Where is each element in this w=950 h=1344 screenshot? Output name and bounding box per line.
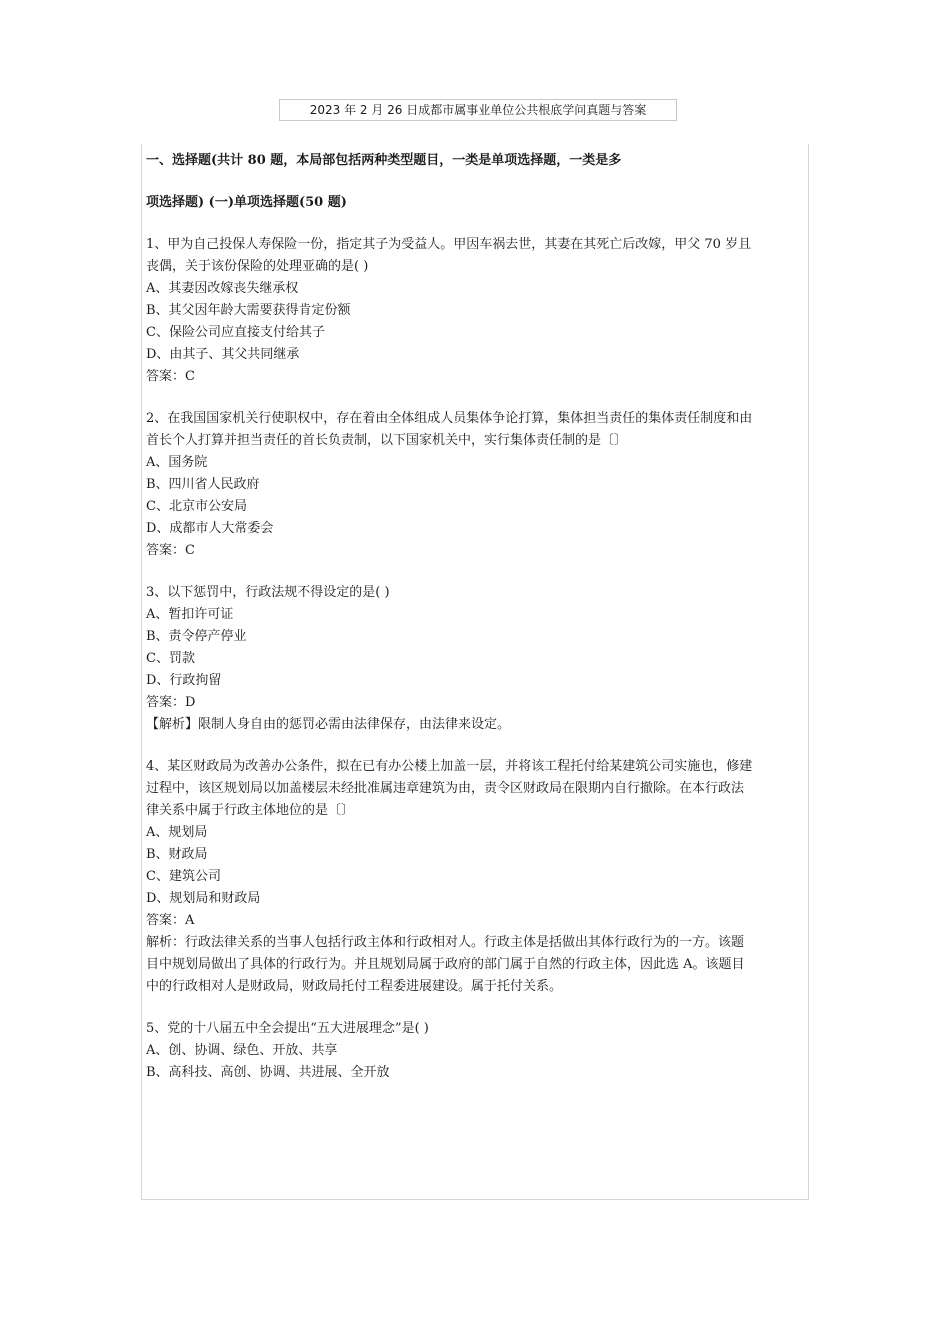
- option-a: A、国务院: [146, 455, 208, 470]
- option-b: B、其父因年龄大需要获得肯定份额: [146, 303, 351, 318]
- option-b: B、四川省人民政府: [146, 477, 260, 492]
- answer: 答案：C: [146, 369, 195, 384]
- question-stem: 过程中，该区规划局以加盖楼层未经批准属违章建筑为由，责令区财政局在限期内自行撤除。在本行政法: [146, 781, 745, 796]
- question-stem: 3、以下惩罚中，行政法规不得设定的是( ): [146, 585, 390, 600]
- analysis: 中的行政相对人是财政局，财政局托付工程委进展建设。属于托付关系。: [146, 979, 563, 994]
- option-c: C、保险公司应直接支付给其子: [146, 325, 325, 340]
- question-stem: 首长个人打算并担当责任的首长负责制，以下国家机关中，实行集体责任制的是〔〕: [146, 433, 628, 448]
- analysis: 解析：行政法律关系的当事人包括行政主体和行政相对人。行政主体是括做出其体行政行为的一方。该题: [146, 935, 745, 950]
- question-stem: 4、某区财政局为改善办公条件，拟在已有办公楼上加盖一层，并将该工程托付给某建筑公司实施也，修建: [146, 759, 753, 774]
- option-d: D、由其子、其父共同继承: [146, 347, 300, 362]
- answer: 答案：C: [146, 543, 195, 558]
- analysis: 【解析】限制人身自由的惩罚必需由法律保存，由法律来设定。: [146, 717, 511, 732]
- option-c: C、罚款: [146, 651, 195, 666]
- question-2: [146, 408, 808, 562]
- document-title: 2023 年 2 月 26 日成都市属事业单位公共根底学问真题与答案: [279, 99, 677, 121]
- option-c: C、北京市公安局: [146, 499, 247, 514]
- option-a: A、暂扣许可证: [146, 607, 234, 622]
- option-a: A、创、协调、绿色、开放、共享: [146, 1043, 338, 1058]
- option-d: D、成都市人大常委会: [146, 521, 274, 536]
- question-stem: 丧偶，关于该份保险的处理亚确的是( ): [146, 259, 369, 274]
- question-stem: 1、甲为自己投保人寿保险一份，指定其子为受益人。甲因车祸去世，其妻在其死亡后改嫁，甲父 70 岁且: [146, 237, 752, 252]
- answer: 答案：A: [146, 913, 195, 928]
- question-3: [146, 582, 808, 736]
- document-body: [141, 144, 809, 1200]
- question-stem: 律关系中属于行政主体地位的是〔〕: [146, 803, 355, 818]
- option-c: C、建筑公司: [146, 869, 221, 884]
- question-1: [146, 234, 808, 388]
- option-a: A、规划局: [146, 825, 208, 840]
- question-stem: 5、党的十八届五中全会提出“五大进展理念”是( ): [146, 1021, 429, 1036]
- question-stem: 2、在我国国家机关行使职权中，存在着由全体组成人员集体争论打算，集体担当责任的集体责任制度和由: [146, 411, 753, 426]
- option-a: A、其妻因改嫁丧失继承权: [146, 281, 299, 296]
- question-5: [146, 1018, 808, 1084]
- section-heading-line2: 项选择题) (一)单项选择题(50 题): [146, 195, 347, 210]
- option-b: B、高科技、高创、协调、共进展、全开放: [146, 1065, 390, 1080]
- option-b: B、财政局: [146, 847, 208, 862]
- analysis: 目中规划局做出了具体的行政行为。并且规划局属于政府的部门属于自然的行政主体，因此选 A。该题目: [146, 957, 745, 972]
- question-4: [146, 756, 808, 998]
- answer: 答案：D: [146, 695, 196, 710]
- option-d: D、规划局和财政局: [146, 891, 261, 906]
- option-d: D、行政拘留: [146, 673, 222, 688]
- option-b: B、责令停产停业: [146, 629, 247, 644]
- section-heading-line1: 一、选择题(共计 80 题，本局部包括两种类型题目，一类是单项选择题，一类是多: [146, 153, 622, 168]
